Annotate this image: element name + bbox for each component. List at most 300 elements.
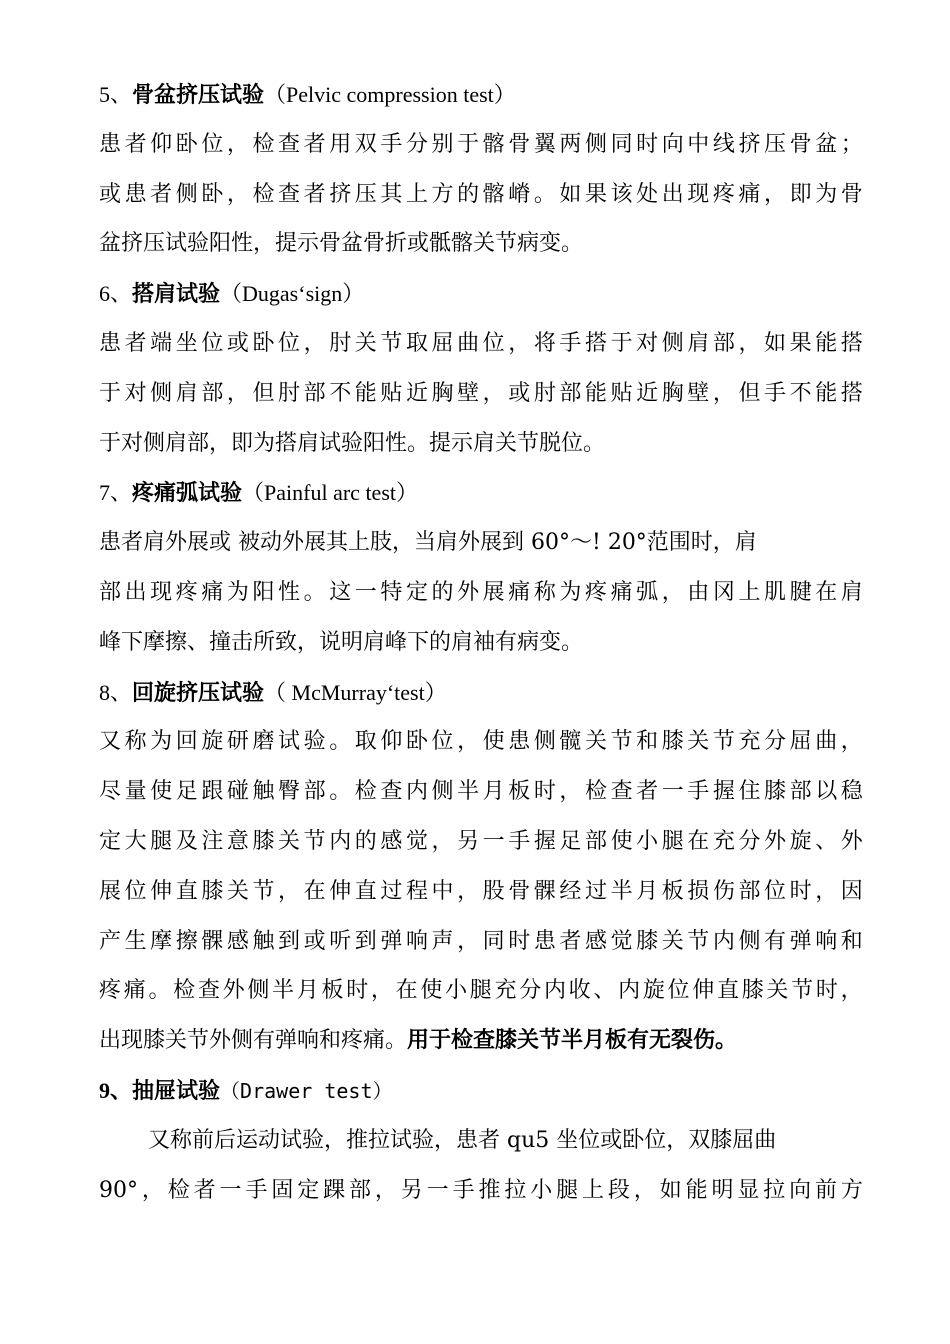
text-char: 小 bbox=[445, 978, 468, 1004]
text-char: 壁 bbox=[457, 380, 480, 406]
text-char: 内 bbox=[329, 828, 352, 854]
text-char: 弧 bbox=[636, 579, 659, 605]
text-char: 但 bbox=[738, 380, 761, 406]
text-char: 部 bbox=[99, 579, 122, 605]
text-char: 痛 bbox=[201, 579, 224, 605]
text-char: 研 bbox=[226, 729, 249, 755]
text-char: 肘 bbox=[329, 330, 352, 356]
text-char: 分 bbox=[738, 828, 761, 854]
text-char: 腿 bbox=[469, 978, 492, 1004]
text-char: 以 bbox=[815, 779, 838, 805]
text-char: 能 bbox=[685, 1177, 708, 1203]
text-char: ， bbox=[374, 1177, 397, 1203]
text-char: 时 bbox=[533, 779, 556, 805]
text-char: 双 bbox=[354, 131, 377, 157]
text-char: 于 bbox=[99, 380, 122, 406]
text-char: 小 bbox=[530, 1177, 553, 1203]
paragraph-line-conclusion bbox=[99, 1016, 863, 1066]
text-char: 时 bbox=[636, 131, 659, 157]
text-char: 直 bbox=[175, 878, 198, 904]
text-char: 跟 bbox=[201, 779, 224, 805]
text-char: 分 bbox=[519, 978, 542, 1004]
text-char: 别 bbox=[431, 131, 454, 157]
text-char: 查 bbox=[380, 779, 403, 805]
text-char: 。 bbox=[303, 579, 326, 605]
text-char: 称 bbox=[124, 729, 147, 755]
text-char: 手 bbox=[452, 1177, 475, 1203]
text-char: 疼 bbox=[712, 181, 735, 207]
text-char: 内 bbox=[405, 779, 428, 805]
text-char: 节 bbox=[712, 729, 735, 755]
section-number: 7、 bbox=[99, 480, 133, 506]
text-char: 伸 bbox=[150, 878, 173, 904]
text-char: 节 bbox=[303, 828, 326, 854]
text-char: 为 bbox=[815, 181, 838, 207]
text-char: 部 bbox=[303, 779, 326, 805]
text-char: 膝 bbox=[764, 779, 787, 805]
text-char: 能 bbox=[354, 380, 377, 406]
text-char: 位 bbox=[667, 978, 690, 1004]
text-char: 该 bbox=[610, 181, 633, 207]
conclusion-normal-text: 出现膝关节外侧有弹响和疼痛。 bbox=[99, 1028, 408, 1054]
text-char: 使 bbox=[482, 729, 505, 755]
text-char: 时 bbox=[346, 978, 369, 1004]
text-char: 侧 bbox=[738, 928, 761, 954]
text-char: 侧 bbox=[150, 380, 173, 406]
text-char: 弹 bbox=[380, 928, 403, 954]
text-char: 骨 bbox=[840, 181, 863, 207]
section-subtitle: （Pelvic compression test） bbox=[264, 82, 516, 107]
text-char: ， bbox=[303, 330, 326, 356]
paragraph-line bbox=[99, 767, 863, 817]
text-char: 感 bbox=[226, 928, 249, 954]
text-char: 外 bbox=[840, 828, 863, 854]
text-char: 伸 bbox=[329, 878, 352, 904]
text-char: 伤 bbox=[712, 878, 735, 904]
text-char: 为 bbox=[226, 579, 249, 605]
text-char: 检 bbox=[173, 978, 196, 1004]
text-char: 近 bbox=[636, 380, 659, 406]
text-char: 其 bbox=[380, 181, 403, 207]
text-char: 定 bbox=[297, 1177, 320, 1203]
text-char: 节 bbox=[252, 878, 275, 904]
text-char: 髋 bbox=[559, 729, 582, 755]
text-char: 一 bbox=[482, 828, 505, 854]
text-char: 曲 bbox=[457, 330, 480, 356]
text-char: 经 bbox=[559, 878, 582, 904]
text-char: 端 bbox=[150, 330, 173, 356]
text-char: 痛 bbox=[610, 579, 633, 605]
text-char: 到 bbox=[278, 928, 301, 954]
text-char: 于 bbox=[457, 131, 480, 157]
text-char: 卧 bbox=[201, 181, 224, 207]
text-char: 或 bbox=[303, 928, 326, 954]
text-char: 节 bbox=[380, 330, 403, 356]
paragraph-line bbox=[99, 867, 863, 917]
text-char: 贴 bbox=[610, 380, 633, 406]
paragraph-line bbox=[99, 817, 863, 867]
text-char: 部 bbox=[201, 380, 224, 406]
text-char: 压 bbox=[764, 131, 787, 157]
text-char: 侧 bbox=[661, 330, 684, 356]
section-title: 搭肩试验 bbox=[132, 281, 221, 308]
text-char: 部 bbox=[303, 380, 326, 406]
text-char: 查 bbox=[197, 978, 220, 1004]
text-char: 回 bbox=[175, 729, 198, 755]
text-char: 如 bbox=[659, 1177, 682, 1203]
text-char: 者 bbox=[150, 181, 173, 207]
text-char: 关 bbox=[766, 978, 789, 1004]
text-char: 旋 bbox=[201, 729, 224, 755]
text-char: 试 bbox=[278, 729, 301, 755]
text-char: 骨 bbox=[508, 131, 531, 157]
text-char: 觉 bbox=[610, 928, 633, 954]
text-char: 定 bbox=[405, 579, 428, 605]
text-char: 手 bbox=[245, 1177, 268, 1203]
text-char: 患 bbox=[533, 928, 556, 954]
section-title: 回旋挤压试验 bbox=[132, 679, 265, 706]
text-char: 同 bbox=[482, 928, 505, 954]
text-char: 检 bbox=[354, 779, 377, 805]
text-char: ， bbox=[508, 330, 531, 356]
text-char: 查 bbox=[278, 131, 301, 157]
paragraph-line bbox=[99, 917, 863, 967]
text-char: 方 bbox=[840, 1177, 863, 1203]
text-char: 觉 bbox=[405, 828, 428, 854]
text-char: 屈 bbox=[789, 729, 812, 755]
text-char: 充 bbox=[494, 978, 517, 1004]
text-char: 手 bbox=[687, 779, 710, 805]
text-char: 或 bbox=[99, 181, 122, 207]
paragraph-line: 于对侧肩部，即为搭肩试验阳性。提示肩关节脱位。 bbox=[99, 430, 606, 456]
text-char: 推 bbox=[478, 1177, 501, 1203]
section-title: 疼痛弧试验 bbox=[132, 480, 243, 507]
text-char: 髁 bbox=[533, 878, 556, 904]
text-char: 取 bbox=[405, 330, 428, 356]
text-char: 另 bbox=[400, 1177, 423, 1203]
section-title: 骨盆挤压试验 bbox=[132, 82, 265, 108]
text-char: 因 bbox=[840, 878, 863, 904]
text-char: ， bbox=[457, 729, 480, 755]
text-char: 在 bbox=[815, 579, 838, 605]
text-char: 中 bbox=[687, 131, 710, 157]
text-char: 时 bbox=[815, 978, 838, 1004]
section-number: 5、 bbox=[99, 82, 133, 107]
text-char: 住 bbox=[738, 779, 761, 805]
text-char: 同 bbox=[610, 131, 633, 157]
paragraph-line bbox=[99, 319, 863, 369]
text-char: 膝 bbox=[252, 828, 275, 854]
text-char: ， bbox=[141, 1177, 164, 1203]
text-char: 足 bbox=[559, 828, 582, 854]
text-char: ， bbox=[815, 878, 838, 904]
text-char: 膝 bbox=[741, 978, 764, 1004]
text-char: 节 bbox=[687, 928, 710, 954]
text-char: 一 bbox=[219, 1177, 242, 1203]
text-char: 显 bbox=[737, 1177, 760, 1203]
paragraph-line bbox=[99, 170, 863, 220]
text-char: 患 bbox=[124, 181, 147, 207]
text-char: 板 bbox=[508, 779, 531, 805]
text-char: 上 bbox=[738, 579, 761, 605]
text-char: 痛 bbox=[738, 181, 761, 207]
paragraph-line bbox=[99, 120, 863, 170]
text-char: ， bbox=[226, 131, 249, 157]
text-char: 对 bbox=[124, 380, 147, 406]
text-char: ， bbox=[661, 579, 684, 605]
text-char: 不 bbox=[329, 380, 352, 406]
section-heading-9 bbox=[99, 1066, 863, 1116]
text-char: 收 bbox=[568, 978, 591, 1004]
section-subtitle: （ McMurray‘test） bbox=[264, 679, 447, 705]
text-char: 嵴 bbox=[508, 181, 531, 207]
text-char: 听 bbox=[329, 928, 352, 954]
text-char: 损 bbox=[687, 878, 710, 904]
text-char: ， bbox=[840, 729, 863, 755]
text-char: 将 bbox=[533, 330, 556, 356]
text-char: 上 bbox=[405, 181, 428, 207]
text-char: 部 bbox=[559, 380, 582, 406]
text-char: 腿 bbox=[150, 828, 173, 854]
paragraph-line: 峰下摩擦、撞击所致，说明肩峰下的肩袖有病变。 bbox=[99, 629, 584, 655]
text-char: 查 bbox=[278, 181, 301, 207]
text-char: 患 bbox=[508, 729, 531, 755]
text-char: 半 bbox=[457, 779, 480, 805]
paragraph-line: 盆挤压试验阳性，提示骨盆骨折或骶髂关节病变。 bbox=[99, 231, 584, 257]
text-char: 在 bbox=[395, 978, 418, 1004]
paragraph-line: 又称前后运动试验，推拉试验，患者 qu5 坐位或卧位，双膝屈曲 bbox=[148, 1127, 777, 1153]
text-char: 的 bbox=[457, 181, 480, 207]
text-char: 患 bbox=[99, 330, 122, 356]
text-char: 关 bbox=[661, 928, 684, 954]
text-char: 段 bbox=[607, 1177, 630, 1203]
text-char: 髁 bbox=[201, 928, 224, 954]
paragraph-line bbox=[99, 568, 863, 618]
document-page bbox=[99, 70, 863, 1215]
section-number: 9、 bbox=[99, 1077, 133, 1103]
text-char: 方 bbox=[431, 181, 454, 207]
text-char: 位 bbox=[201, 131, 224, 157]
text-char: 及 bbox=[175, 828, 198, 854]
text-char: 位 bbox=[431, 729, 454, 755]
text-char: 前 bbox=[815, 1177, 838, 1203]
text-char: 对 bbox=[636, 330, 659, 356]
text-char: 这 bbox=[329, 579, 352, 605]
section-number: 6、 bbox=[99, 281, 133, 307]
text-char: 坐 bbox=[175, 330, 198, 356]
text-char: 挤 bbox=[329, 181, 352, 207]
text-char: 疼 bbox=[175, 579, 198, 605]
text-char: 者 bbox=[124, 131, 147, 157]
text-char: 位 bbox=[764, 878, 787, 904]
text-char: 内 bbox=[543, 978, 566, 1004]
text-char: 处 bbox=[636, 181, 659, 207]
text-char: 部 bbox=[789, 779, 812, 805]
text-char: 患 bbox=[99, 131, 122, 157]
text-char: 者 bbox=[636, 779, 659, 805]
text-char: 骨 bbox=[508, 878, 531, 904]
text-char: 疼 bbox=[584, 579, 607, 605]
text-char: 者 bbox=[193, 1177, 216, 1203]
text-char: 即 bbox=[789, 181, 812, 207]
text-char: 股 bbox=[482, 878, 505, 904]
text-char: 胸 bbox=[661, 380, 684, 406]
text-char: 、 bbox=[815, 828, 838, 854]
section-subtitle: （Dugas‘sign） bbox=[220, 281, 365, 307]
text-char: 如 bbox=[764, 330, 787, 356]
text-char: 仰 bbox=[150, 131, 173, 157]
text-char: 触 bbox=[252, 928, 275, 954]
text-char: 过 bbox=[584, 878, 607, 904]
text-char: 关 bbox=[354, 330, 377, 356]
text-char: 痛 bbox=[508, 579, 531, 605]
text-char: 检 bbox=[252, 131, 275, 157]
text-char: 能 bbox=[584, 380, 607, 406]
text-char: 直 bbox=[354, 878, 377, 904]
section-number: 8、 bbox=[99, 679, 133, 705]
text-char: 腿 bbox=[661, 828, 684, 854]
text-char: 分 bbox=[405, 131, 428, 157]
text-char: 用 bbox=[329, 131, 352, 157]
text-char: 线 bbox=[712, 131, 735, 157]
text-char: 另 bbox=[457, 828, 480, 854]
text-char: 阳 bbox=[252, 579, 275, 605]
text-char: 部 bbox=[584, 828, 607, 854]
text-char: 小 bbox=[636, 828, 659, 854]
text-char: 翼 bbox=[533, 131, 556, 157]
text-char: ， bbox=[431, 828, 454, 854]
text-char: 验 bbox=[303, 729, 326, 755]
text-char: 但 bbox=[252, 380, 275, 406]
text-char: 疼 bbox=[99, 978, 122, 1004]
text-char: 定 bbox=[99, 828, 122, 854]
text-char: 卧 bbox=[405, 729, 428, 755]
text-char: ， bbox=[370, 978, 393, 1004]
text-char: 内 bbox=[618, 978, 641, 1004]
text-char: 搭 bbox=[840, 330, 863, 356]
text-char: 明 bbox=[711, 1177, 734, 1203]
text-char: 展 bbox=[482, 579, 505, 605]
text-char: 充 bbox=[738, 729, 761, 755]
text-char: 或 bbox=[226, 330, 249, 356]
text-char: ， bbox=[457, 928, 480, 954]
text-char: 手 bbox=[380, 131, 403, 157]
text-char: 、 bbox=[593, 978, 616, 1004]
text-char: 摩 bbox=[150, 928, 173, 954]
text-char: 痛 bbox=[123, 978, 146, 1004]
text-char: 一 bbox=[426, 1177, 449, 1203]
text-char: 旋 bbox=[789, 828, 812, 854]
text-char: 卧 bbox=[252, 330, 275, 356]
text-char: 检 bbox=[252, 181, 275, 207]
text-char: 手 bbox=[764, 380, 787, 406]
text-char: 使 bbox=[610, 828, 633, 854]
text-char: 部 bbox=[349, 1177, 372, 1203]
text-char: 者 bbox=[124, 330, 147, 356]
text-char: 膝 bbox=[636, 928, 659, 954]
text-char: 侧 bbox=[431, 779, 454, 805]
text-char: 出 bbox=[124, 579, 147, 605]
section-heading-7 bbox=[99, 468, 863, 518]
text-char: 侧 bbox=[247, 978, 270, 1004]
text-char: 节 bbox=[610, 729, 633, 755]
text-char: 搭 bbox=[840, 380, 863, 406]
text-char: 时 bbox=[508, 928, 531, 954]
text-char: 到 bbox=[354, 928, 377, 954]
text-char: 手 bbox=[508, 828, 531, 854]
text-char: 胸 bbox=[431, 380, 454, 406]
text-char: 注 bbox=[201, 828, 224, 854]
text-char: 碰 bbox=[226, 779, 249, 805]
text-char: 取 bbox=[354, 729, 377, 755]
text-char: 肩 bbox=[175, 380, 198, 406]
text-char: 生 bbox=[124, 928, 147, 954]
text-char: 半 bbox=[272, 978, 295, 1004]
text-char: 两 bbox=[559, 131, 582, 157]
text-char: ， bbox=[764, 181, 787, 207]
text-char: 挤 bbox=[738, 131, 761, 157]
paragraph-line bbox=[99, 369, 863, 419]
text-char: 板 bbox=[661, 878, 684, 904]
text-char: 充 bbox=[712, 828, 735, 854]
text-char: 贴 bbox=[380, 380, 403, 406]
text-char: 臀 bbox=[278, 779, 301, 805]
text-char: 检 bbox=[167, 1177, 190, 1203]
text-char: 分 bbox=[764, 729, 787, 755]
section-subtitle: （Drawer test） bbox=[220, 1078, 393, 1103]
text-char: 侧 bbox=[175, 181, 198, 207]
text-char: 向 bbox=[661, 131, 684, 157]
text-char: 为 bbox=[559, 579, 582, 605]
text-char: 月 bbox=[482, 779, 505, 805]
section-heading-6 bbox=[99, 269, 863, 319]
text-char: 外 bbox=[457, 579, 480, 605]
text-char: ， bbox=[278, 878, 301, 904]
text-char: ， bbox=[712, 380, 735, 406]
text-char: 为 bbox=[150, 729, 173, 755]
text-char: 关 bbox=[226, 878, 249, 904]
text-char: 一 bbox=[354, 579, 377, 605]
text-char: 使 bbox=[420, 978, 443, 1004]
text-char: 的 bbox=[431, 579, 454, 605]
text-char: 出 bbox=[661, 181, 684, 207]
text-char: 由 bbox=[687, 579, 710, 605]
text-char: 过 bbox=[380, 878, 403, 904]
text-char: 侧 bbox=[584, 131, 607, 157]
text-char: 节 bbox=[791, 978, 814, 1004]
text-char: 时 bbox=[789, 878, 812, 904]
section-heading-5 bbox=[99, 70, 863, 120]
text-char: 位 bbox=[201, 330, 224, 356]
text-char: 拉 bbox=[504, 1177, 527, 1203]
text-char: 位 bbox=[124, 878, 147, 904]
text-char: 果 bbox=[789, 330, 812, 356]
text-char: 拉 bbox=[763, 1177, 786, 1203]
text-char: 外 bbox=[222, 978, 245, 1004]
text-char: 直 bbox=[716, 978, 739, 1004]
text-char: 固 bbox=[271, 1177, 294, 1203]
text-char: 于 bbox=[610, 330, 633, 356]
text-char: 髂 bbox=[482, 181, 505, 207]
text-char: 量 bbox=[124, 779, 147, 805]
text-char: ， bbox=[482, 380, 505, 406]
text-char: 使 bbox=[150, 779, 173, 805]
text-char: 关 bbox=[584, 729, 607, 755]
text-char: 侧 bbox=[533, 729, 556, 755]
text-char: ， bbox=[226, 181, 249, 207]
text-char: 能 bbox=[815, 380, 838, 406]
text-char: 有 bbox=[764, 928, 787, 954]
